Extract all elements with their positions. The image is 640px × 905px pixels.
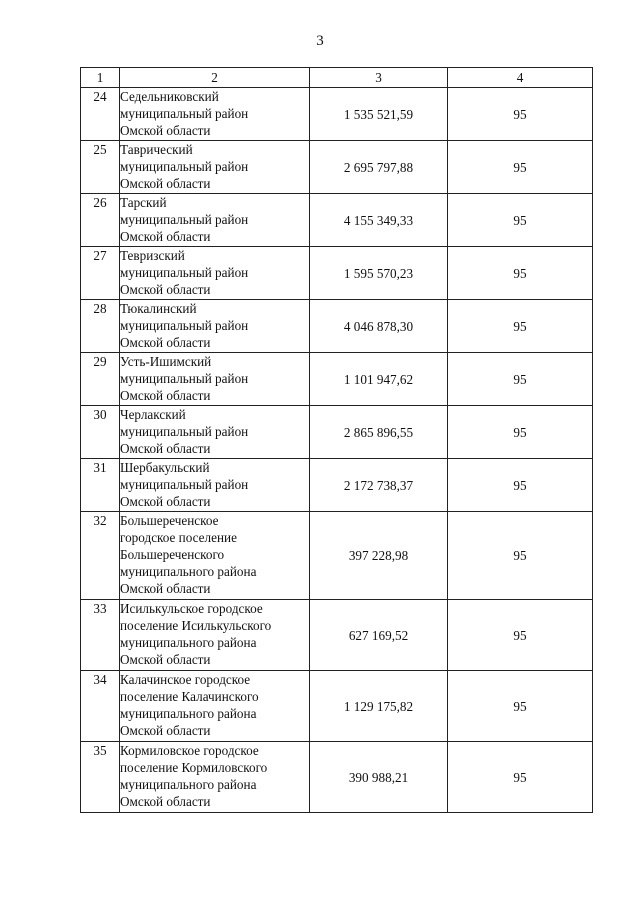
table-header-row	[81, 68, 593, 88]
territory-name-line: муниципальный район	[120, 212, 249, 227]
territory-name-line: муниципального района	[120, 706, 257, 721]
territory-name-line: Омской области	[120, 441, 211, 456]
table-row	[81, 512, 593, 600]
column-header-1: 1	[81, 68, 120, 88]
column-header-4: 4	[448, 68, 593, 88]
amount-value: 2 172 738,37	[310, 459, 448, 512]
territory-name-line: Омской области	[120, 723, 211, 738]
table-row	[81, 194, 593, 247]
percent-value: 95	[448, 194, 593, 247]
territory-name-line: поселение Калачинского	[120, 689, 259, 704]
territory-name-line: муниципальный район	[120, 424, 249, 439]
territory-name-line: Омской области	[120, 123, 211, 138]
amount-value: 627 169,52	[310, 600, 448, 671]
amount-value: 4 046 878,30	[310, 300, 448, 353]
territory-name	[120, 194, 310, 247]
column-header-3: 3	[310, 68, 448, 88]
table-row	[81, 353, 593, 406]
amount-value: 2 695 797,88	[310, 141, 448, 194]
percent-value: 95	[448, 88, 593, 141]
row-number: 33	[81, 600, 120, 671]
territory-name	[120, 459, 310, 512]
table-row	[81, 406, 593, 459]
territory-name-line: Тарский	[120, 195, 167, 210]
row-number: 35	[81, 742, 120, 813]
percent-value: 95	[448, 247, 593, 300]
territory-name-line: Омской области	[120, 335, 211, 350]
territory-name	[120, 512, 310, 600]
territory-name	[120, 247, 310, 300]
table-row	[81, 742, 593, 813]
data-table	[80, 67, 593, 813]
percent-value: 95	[448, 406, 593, 459]
page-number: 3	[316, 33, 324, 49]
row-number: 28	[81, 300, 120, 353]
territory-name-line: Большереченское	[120, 513, 219, 528]
territory-name-line: Таврический	[120, 142, 193, 157]
territory-name-line: Исилькульское городское	[120, 601, 263, 616]
territory-name	[120, 88, 310, 141]
territory-name-line: Омской области	[120, 176, 211, 191]
amount-value: 1 129 175,82	[310, 671, 448, 742]
territory-name-line: муниципальный район	[120, 477, 249, 492]
territory-name	[120, 671, 310, 742]
row-number: 26	[81, 194, 120, 247]
table-row	[81, 671, 593, 742]
amount-value: 397 228,98	[310, 512, 448, 600]
territory-name	[120, 742, 310, 813]
territory-name	[120, 600, 310, 671]
territory-name-line: поселение Исилькульского	[120, 618, 272, 633]
territory-name-line: муниципальный район	[120, 159, 249, 174]
territory-name-line: Омской области	[120, 581, 211, 596]
percent-value: 95	[448, 459, 593, 512]
territory-name-line: Тюкалинский	[120, 301, 197, 316]
table-row	[81, 600, 593, 671]
row-number: 24	[81, 88, 120, 141]
territory-name-line: Омской области	[120, 282, 211, 297]
row-number: 27	[81, 247, 120, 300]
territory-name-line: Большереченского	[120, 547, 225, 562]
territory-name-line: Омской области	[120, 794, 211, 809]
territory-name-line: Черлакский	[120, 407, 186, 422]
table-row	[81, 247, 593, 300]
territory-name	[120, 300, 310, 353]
territory-name-line: муниципального района	[120, 564, 257, 579]
territory-name-line: городское поселение	[120, 530, 237, 545]
amount-value: 1 595 570,23	[310, 247, 448, 300]
amount-value: 1 101 947,62	[310, 353, 448, 406]
table-row	[81, 141, 593, 194]
percent-value: 95	[448, 300, 593, 353]
amount-value: 2 865 896,55	[310, 406, 448, 459]
row-number: 32	[81, 512, 120, 600]
territory-name-line: муниципальный район	[120, 318, 249, 333]
territory-name	[120, 141, 310, 194]
percent-value: 95	[448, 600, 593, 671]
territory-name-line: Шербакульский	[120, 460, 210, 475]
amount-value: 1 535 521,59	[310, 88, 448, 141]
table-row	[81, 88, 593, 141]
territory-name-line: Кормиловское городское	[120, 743, 259, 758]
table-body	[81, 68, 593, 813]
row-number: 25	[81, 141, 120, 194]
percent-value: 95	[448, 353, 593, 406]
row-number: 34	[81, 671, 120, 742]
territory-name-line: Калачинское городское	[120, 672, 251, 687]
table-row	[81, 300, 593, 353]
territory-name-line: муниципальный район	[120, 371, 249, 386]
row-number: 31	[81, 459, 120, 512]
amount-value: 390 988,21	[310, 742, 448, 813]
amount-value: 4 155 349,33	[310, 194, 448, 247]
territory-name-line: поселение Кормиловского	[120, 760, 268, 775]
territory-name-line: Тевризский	[120, 248, 185, 263]
percent-value: 95	[448, 512, 593, 600]
percent-value: 95	[448, 141, 593, 194]
territory-name-line: Омской области	[120, 229, 211, 244]
territory-name-line: муниципального района	[120, 635, 257, 650]
row-number: 30	[81, 406, 120, 459]
territory-name	[120, 406, 310, 459]
territory-name-line: муниципального района	[120, 777, 257, 792]
territory-name-line: муниципальный район	[120, 106, 249, 121]
column-header-2: 2	[120, 68, 310, 88]
territory-name-line: Омской области	[120, 652, 211, 667]
table-row	[81, 459, 593, 512]
territory-name-line: Седельниковский	[120, 89, 219, 104]
percent-value: 95	[448, 742, 593, 813]
territory-name-line: Омской области	[120, 388, 211, 403]
territory-name-line: Усть-Ишимский	[120, 354, 212, 369]
territory-name	[120, 353, 310, 406]
row-number: 29	[81, 353, 120, 406]
territory-name-line: Омской области	[120, 494, 211, 509]
territory-name-line: муниципальный район	[120, 265, 249, 280]
percent-value: 95	[448, 671, 593, 742]
